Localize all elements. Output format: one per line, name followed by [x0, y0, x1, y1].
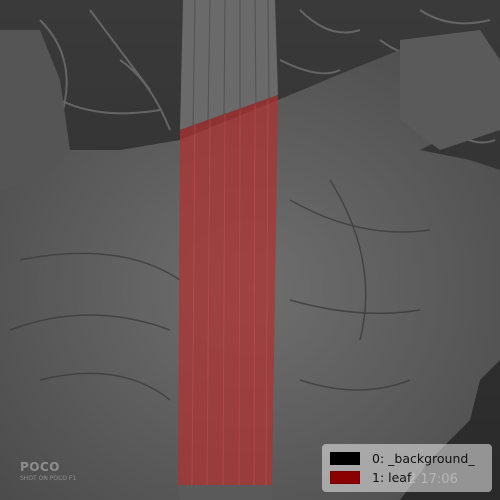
class-legend: [322, 444, 492, 492]
camera-watermark: POCO SHOT ON POCO F1: [20, 460, 77, 482]
legend-swatch-background: [330, 452, 360, 465]
legend-item-leaf: [330, 468, 484, 487]
legend-swatch-leaf: [330, 471, 360, 484]
legend-label-leaf: 1: leaf: [372, 470, 412, 485]
legend-label-background: 0: _background_: [372, 451, 475, 466]
legend-item-background: [330, 449, 484, 468]
camera-watermark-sub: SHOT ON POCO F1: [20, 475, 77, 482]
leaf-strip-bottom: [178, 485, 272, 500]
leaf-mask: [178, 95, 278, 485]
